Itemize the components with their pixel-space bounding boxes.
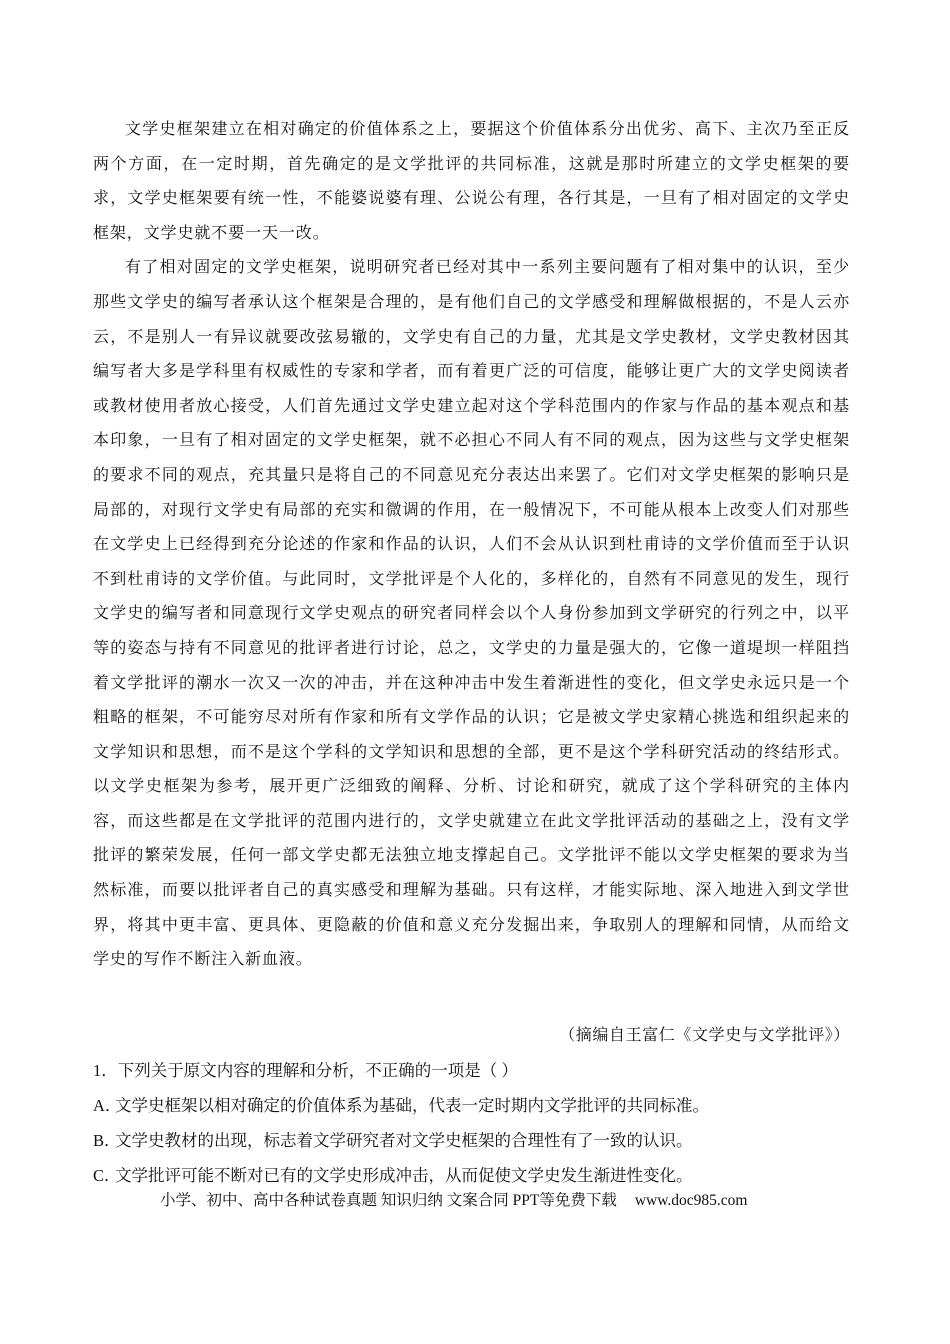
option-b (93, 1128, 873, 1154)
question-stem: 1．下列关于原文内容的理解和分析，不正确的一项是（ ） (93, 1061, 518, 1080)
question-1 (93, 1058, 873, 1198)
option-c (93, 1163, 873, 1189)
passage-source-citation: （摘编自王富仁《文学史与文学批评》） (559, 1025, 850, 1044)
passage-paragraph-1: 文学史框架建立在相对确定的价值体系之上，要据这个价值体系分出优劣、高下、主次乃至正反两个方面，在一定时期，首先确定的是文学批评的共同标准，这就是那时所建立的文学史框架的要求，文学史框架要有统一性，不能婆说婆有理、公说公有理，各行其是，一旦有了相对固定的文学史框架，文学史就不要一天一改。 (93, 119, 850, 242)
footer-text: 小学、初中、高中各种试卷真题 知识归纳 文案合同 PPT等免费下载 (160, 1192, 617, 1209)
passage-paragraph-2: 有了相对固定的文学史框架，说明研究者已经对其中一系列主要问题有了相对集中的认识，至少那些文学史的编写者承认这个框架是合理的，是有他们自己的文学感受和理解做根据的，不是人云亦云，不是别人一有异议就要改弦易辙的，文学史有自己的力量，尤其是文学史教材，文学史教材因其编写者大多是学科里有权威性的专家和学者，而有着更广泛的可信度，能够让更广大的文学史阅读者或教材使用者放心接受，人们首先通过文学史建立起对这个学科范围内的作家与作品的基本观点和基本印象，一旦有了相对固定的文学史框架，就不必担心不同人有不同的观点，因为这些与文学史框架的要求不同的观点，充其量只是将自己的不同意见充分表达出来罢了。它们对文学史框架的影响只是局部的，对现行文学史有局部的充实和微调的作用，在一般情况下，不可能从根本上改变人们对那些在文学史上已经得到充分论述的作家和作品的认识，人们不会从认识到杜甫诗的文学价值而至于认识不到杜甫诗的文学价值。与此同时，文学批评是个人化的，多样化的，自然有不同意见的发生，现行文学史的编写者和同意现行文学史观点的研究者同样会以个人身份参加到文学研究的行列之中，以平等的姿态与持有不同意见的批评者进行讨论，总之，文学史的力量是强大的，它像一道堤坝一样阻挡着文学批评的潮水一次又一次的冲击，并在这种冲击中发生着渐进性的变化，但文学史永远只是一个粗略的框架，不可能穷尽对所有作家和所有文学作品的认识；它是被文学史家精心挑选和组织起来的文学知识和思想，而不是这个学科的文学知识和思想的全部，更不是这个学科研究活动的终结形式。以文学史框架为参考，展开更广泛细致的阐释、分析、讨论和研究，就成了这个学科研究的主体内容，而这些都是在文学批评的范围内进行的，文学史就建立在此文学批评活动的基础之上，没有文学批评的繁荣发展，任何一部文学史都无法独立地支撑起自己。文学批评不能以文学史框架的要求为当然标准，而要以批评者自己的真实感受和理解为基础。只有这样，才能实际地、深入地进入到文学世界，将其中更丰富、更具体、更隐蔽的价值和意义充分发掘出来，争取别人的理解和同情，从而给文学史的写作不断注入新血液。 (93, 257, 850, 969)
option-letter: A． (93, 1096, 122, 1115)
option-text: 文学史教材的出现，标志着文学研究者对文学史框架的合理性有了一致的认识。 (115, 1131, 693, 1150)
option-letter: B． (93, 1131, 121, 1150)
option-letter: C． (93, 1166, 121, 1185)
page-footer (160, 1190, 820, 1212)
option-text: 文学史框架以相对确定的价值体系为基础，代表一定时期内文学批评的共同标准。 (115, 1096, 709, 1115)
option-a (93, 1093, 873, 1119)
footer-url: www.doc985.com (634, 1192, 748, 1209)
reading-passage (93, 112, 850, 977)
option-text: 文学批评可能不断对已有的文学史形成冲击，从而促使文学史发生渐进性变化。 (115, 1166, 693, 1185)
